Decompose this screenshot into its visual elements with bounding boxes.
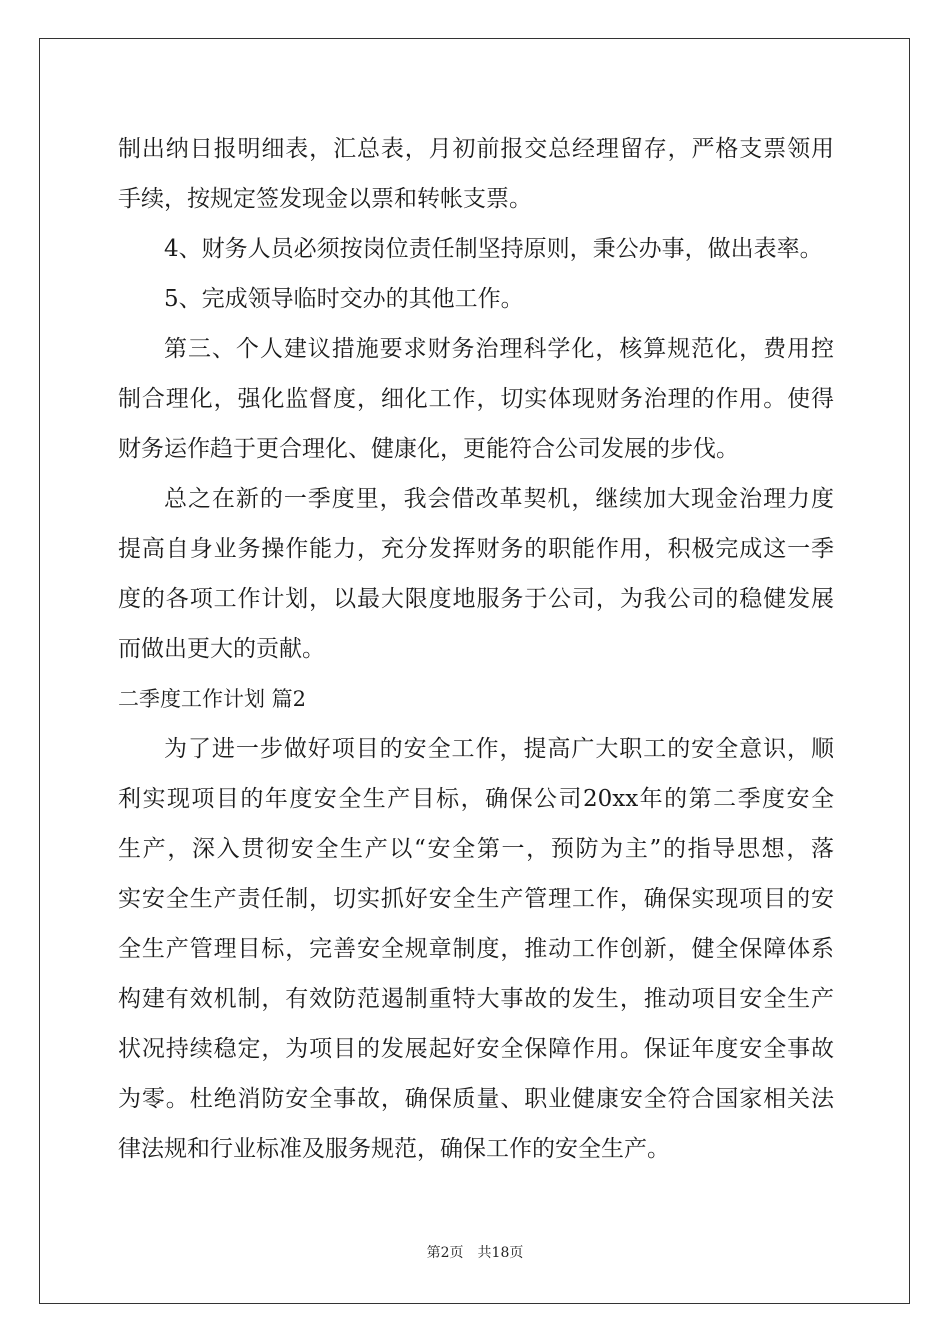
text-line: 生产，深入贯彻安全生产以“安全第一，预防为主”的指导思想，落 — [118, 836, 834, 862]
section-heading: 二季度工作计划 篇2 — [118, 687, 307, 711]
text-line: 提高自身业务操作能力，充分发挥财务的职能作用，积极完成这一季 — [118, 536, 834, 562]
text-line: 制合理化，强化监督度，细化工作，切实体现财务治理的作用。使得 — [118, 386, 834, 412]
text-line: 手续，按规定签发现金以票和转帐支票。 — [118, 186, 532, 212]
text-line: 4、财务人员必须按岗位责任制坚持原则，秉公办事，做出表率。 — [164, 236, 823, 262]
text-line: 而做出更大的贡献。 — [118, 636, 325, 662]
text-line: 制出纳日报明细表，汇总表，月初前报交总经理留存，严格支票领用 — [118, 136, 834, 162]
text-line: 总之在新的一季度里，我会借改革契机，继续加大现金治理力度 — [164, 486, 834, 512]
text-line: 实安全生产责任制，切实抓好安全生产管理工作，确保实现项目的安 — [118, 886, 834, 912]
text-line: 度的各项工作计划，以最大限度地服务于公司，为我公司的稳健发展 — [118, 586, 834, 612]
text-line: 第三、个人建议措施要求财务治理科学化，核算规范化，费用控 — [164, 336, 834, 362]
text-line: 为了进一步做好项目的安全工作，提高广大职工的安全意识，顺 — [164, 736, 834, 762]
text-line: 利实现项目的年度安全生产目标，确保公司20xx年的第二季度安全 — [118, 786, 834, 812]
text-line: 财务运作趋于更合理化、健康化，更能符合公司发展的步伐。 — [118, 436, 739, 462]
text-line: 状况持续稳定，为项目的发展起好安全保障作用。保证年度安全事故 — [118, 1036, 834, 1062]
text-line: 构建有效机制，有效防范遏制重特大事故的发生，推动项目安全生产 — [118, 986, 834, 1012]
text-line: 5、完成领导临时交办的其他工作。 — [164, 286, 524, 312]
text-line: 律法规和行业标准及服务规范，确保工作的安全生产。 — [118, 1136, 670, 1162]
text-line: 全生产管理目标，完善安全规章制度，推动工作创新，健全保障体系 — [118, 936, 834, 962]
text-line: 为零。杜绝消防安全事故，确保质量、职业健康安全符合国家相关法 — [118, 1086, 834, 1112]
page-number: 第2页 共18页 — [426, 1245, 524, 1261]
document-body — [118, 124, 834, 1174]
